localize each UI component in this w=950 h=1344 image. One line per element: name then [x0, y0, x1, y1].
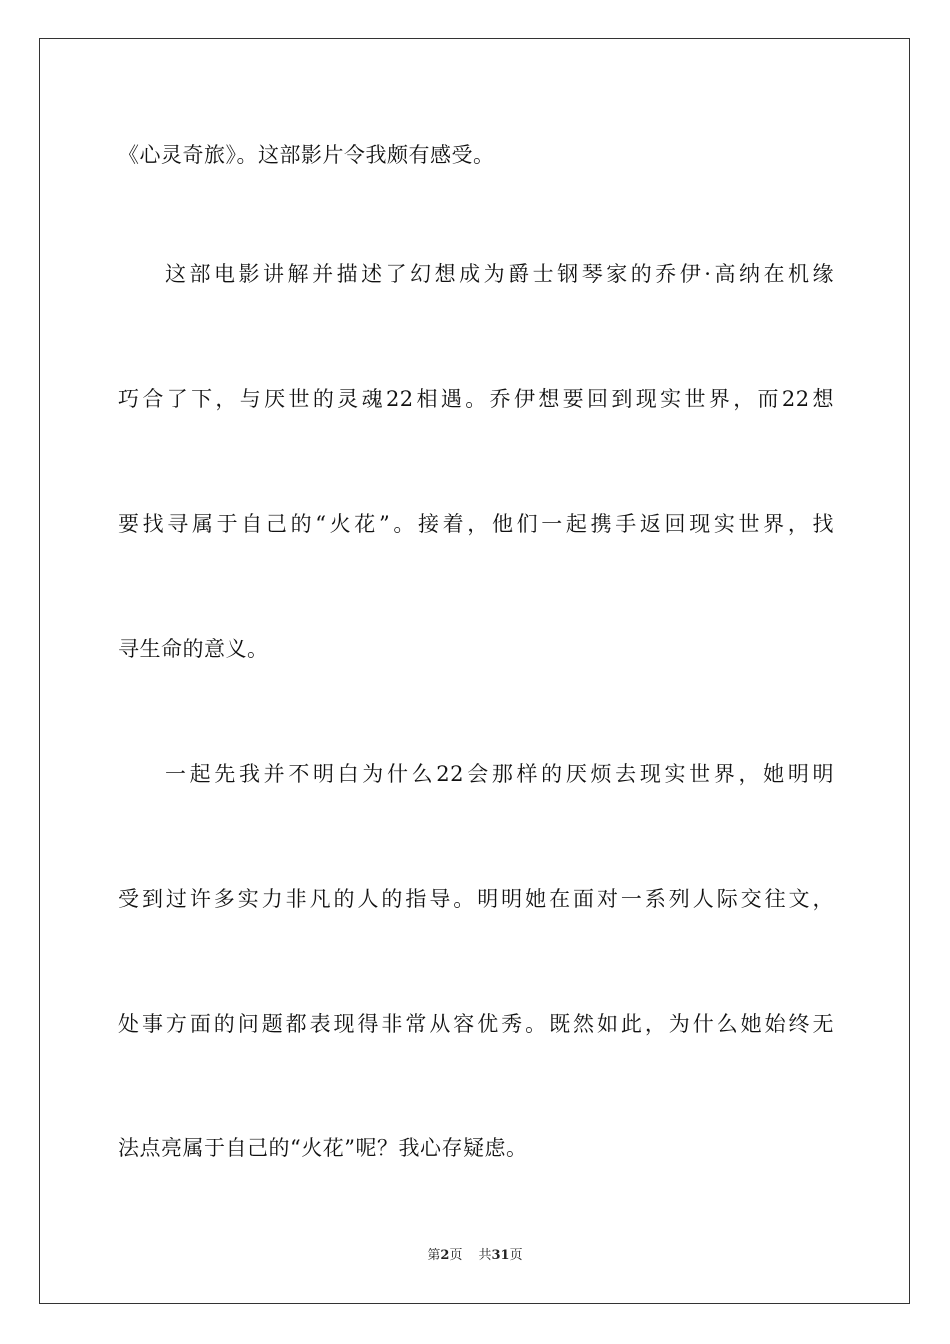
total-pages: 31 — [491, 1248, 510, 1263]
total-label-suffix: 页 — [509, 1248, 523, 1263]
paragraph-line: 寻生命的意义。 — [118, 637, 269, 661]
paragraph-line: 受到过许多实力非凡的人的指导。明明她在面对一系列人际交往文， — [118, 887, 834, 911]
paragraph-line: 处事方面的问题都表现得非常从容优秀。既然如此，为什么她始终无 — [118, 1012, 834, 1036]
page-border — [39, 38, 910, 1304]
paragraph-line: 巧合了下，与厌世的灵魂22相遇。乔伊想要回到现实世界，而22想 — [118, 387, 834, 411]
paragraph-line: 一起先我并不明白为什么22会那样的厌烦去现实世界，她明明 — [165, 762, 834, 786]
paragraph-line: 《心灵奇旅》。这部影片令我颇有感受。 — [118, 143, 495, 167]
total-label-prefix: 共 — [478, 1248, 492, 1263]
page-label-prefix: 第 — [427, 1248, 441, 1263]
page-label-suffix: 页 — [449, 1248, 463, 1263]
paragraph-line: 这部电影讲解并描述了幻想成为爵士钢琴家的乔伊·高纳在机缘 — [165, 262, 834, 286]
paragraph-line: 法点亮属于自己的“火花”呢？我心存疑虑。 — [118, 1136, 528, 1160]
paragraph-line: 要找寻属于自己的“火花”。接着，他们一起携手返回现实世界，找 — [118, 512, 834, 536]
page-footer — [0, 1247, 950, 1265]
page-number: 2 — [440, 1248, 450, 1263]
